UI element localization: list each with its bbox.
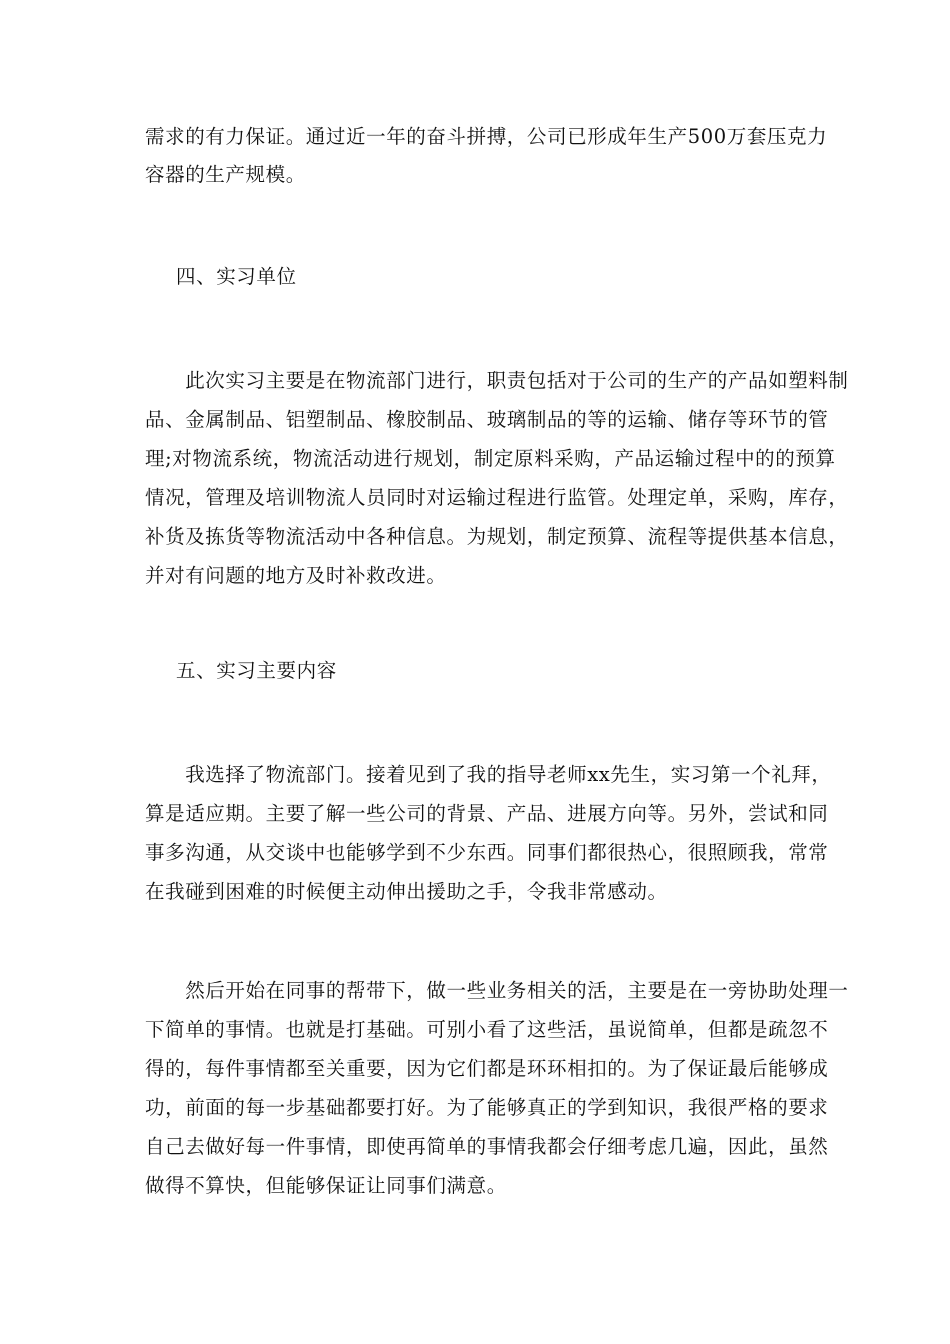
text-line: 补货及拣货等物流活动中各种信息。为规划，制定预算、流程等提供基本信息， bbox=[145, 525, 849, 548]
section-heading-5: 五、实习主要内容 bbox=[176, 659, 337, 682]
text-line: 然后开始在同事的帮带下，做一些业务相关的活，主要是在一旁协助处理一 bbox=[145, 979, 849, 1002]
text-line: 在我碰到困难的时候便主动伸出援助之手，令我非常感动。 bbox=[145, 880, 668, 903]
text-line: 我选择了物流部门。接着见到了我的指导老师xx先生，实习第一个礼拜， bbox=[145, 763, 832, 786]
text-line: 容器的生产规模。 bbox=[145, 163, 306, 186]
section-heading-4: 四、实习单位 bbox=[176, 265, 297, 288]
text-line: 下简单的事情。也就是打基础。可别小看了这些活，虽说简单，但都是疏忽不 bbox=[145, 1018, 829, 1041]
text-line: 得的，每件事情都至关重要，因为它们都是环环相扣的。为了保证最后能够成 bbox=[145, 1057, 829, 1080]
text-line: 算是适应期。主要了解一些公司的背景、产品、进展方向等。另外，尝试和同 bbox=[145, 802, 829, 825]
text-line: 此次实习主要是在物流部门进行，职责包括对于公司的生产的产品如塑料制 bbox=[145, 369, 849, 392]
text-line: 情况，管理及培训物流人员同时对运输过程进行监管。处理定单，采购，库存， bbox=[145, 486, 849, 509]
text-line: 自己去做好每一件事情，即使再简单的事情我都会仔细考虑几遍，因此，虽然 bbox=[145, 1135, 829, 1158]
text-line: 做得不算快，但能够保证让同事们满意。 bbox=[145, 1174, 507, 1197]
text-line: 功，前面的每一步基础都要打好。为了能够真正的学到知识，我很严格的要求 bbox=[145, 1096, 829, 1119]
text-line: 并对有问题的地方及时补救改进。 bbox=[145, 564, 447, 587]
text-line: 理;对物流系统，物流活动进行规划，制定原料采购，产品运输过程中的的预算 bbox=[145, 447, 836, 470]
text-line: 品、金属制品、铝塑制品、橡胶制品、玻璃制品的等的运输、储存等环节的管 bbox=[145, 408, 829, 431]
text-line: 事多沟通，从交谈中也能够学到不少东西。同事们都很热心，很照顾我，常常 bbox=[145, 841, 829, 864]
text-line: 需求的有力保证。通过近一年的奋斗拼搏，公司已形成年生产500万套压克力 bbox=[145, 125, 828, 148]
